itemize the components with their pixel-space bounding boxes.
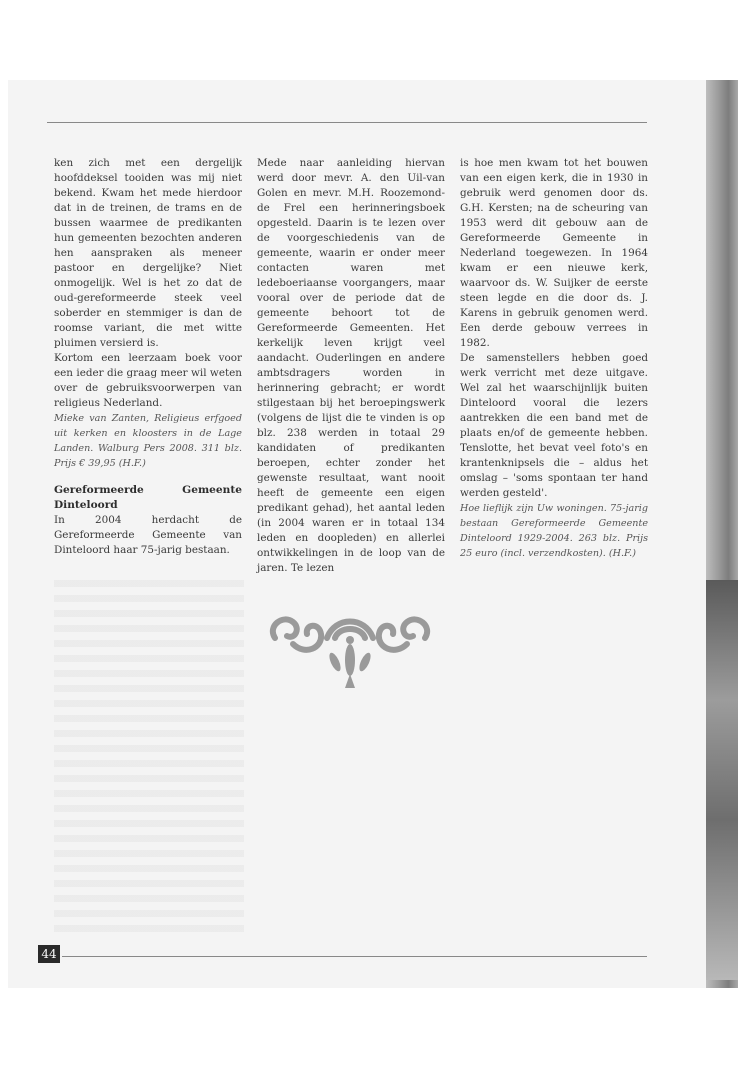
- column-3-paragraph-1: is hoe men kwam tot het bouwen van een eigen kerk, die in 1930 in gebruik werd genomen door ds. G.H. Kersten; na de scheuring van 1953 werd dit gebouw aan de Gereformeerde Gemeente in Nederland toegewezen. In 1964 kwam er een nieuwe kerk, waarvoor ds. W. Suijker de eerste steen legde en die door ds. J. Karens in gebruik genomen werd. Een derde gebouw verrees in 1982.: [460, 157, 648, 349]
- show-through-text: [54, 580, 244, 940]
- column-3: [460, 156, 648, 561]
- column-1-paragraph-2: Kortom een leerzaam boek voor een ieder die graag meer wil weten over de gebruiksvoorwerpen van religieus Nederland.: [54, 352, 242, 409]
- section-heading: Gereformeerde Gemeente Dinteloord: [54, 484, 242, 511]
- column-1-paragraph-3: In 2004 herdacht de Gereformeerde Gemeente van Dinteloord haar 75-jarig bestaan.: [54, 514, 242, 556]
- column-3-book-source: Hoe lieflijk zijn Uw woningen. 75-jarig bestaan Gereformeerde Gemeente Dinteloord 1929-2004. 263 blz. Prijs 25 euro (incl. verzendkosten). (H.F.): [460, 503, 648, 559]
- top-rule: [47, 122, 647, 123]
- column-3-paragraph-2: De samenstellers hebben goed werk verricht met deze uitgave. Wel zal het waarschijnlijk buiten Dinteloord vooral die lezers aantrekken die een band met de plaats en/of de gemeente hebben. Tenslotte, het bevat veel foto's en krantenknipsels die – aldus het omslag – 'soms spontaan ter hand werden gesteld'.: [460, 352, 648, 499]
- column-2-paragraph-1: Mede naar aanleiding hiervan werd door mevr. A. den Uil-van Golen en mevr. M.H. Roozemond-de Frel een herinneringsboek opgesteld. Daarin is te lezen over de voorgeschiedenis van de gemeente, waarin er onder meer contacten waren met ledeboeriaanse voorgangers, maar vooral over de periode dat de gemeente behoort tot de Gereformeerde Gemeenten. Het kerkelijk leven krijgt veel aandacht. Ouderlingen en andere ambtsdragers worden in herinnering gebracht; er wordt stilgestaan bij het beroepingswerk (volgens de lijst die te vinden is op blz. 238 werden in totaal 29 kandidaten of predikanten beroepen, echter zonder het gewenste resultaat, want nooit heeft de gemeente een eigen predikant gehad), het aantal leden (in 2004 waren er in totaal 134 leden en doopleden) en allerlei ontwikkelingen in de loop van de jaren. Te lezen: [257, 157, 445, 574]
- column-1-paragraph-1: ken zich met een dergelijk hoofddeksel tooiden was mij niet bekend. Kwam het mede hierdoor dat in de treinen, de trams en de bussen waarmee de predikanten hun gemeenten bezochten anderen hen aanspraken als meneer pastoor en dergelijke? Niet onmogelijk. Wel is het zo dat de oud-gereformeerde steek veel soberder en stemmiger is dan de roomse variant, die met witte pluimen versierd is.: [54, 157, 242, 349]
- adjacent-page-photo-edge: [706, 580, 738, 980]
- page-number: 44: [38, 945, 60, 963]
- floral-scroll-ornament-icon: [265, 608, 435, 690]
- bottom-rule: [62, 956, 647, 957]
- column-2: [257, 156, 445, 576]
- column-1-book-source: Mieke van Zanten, Religieus erfgoed uit kerken en kloosters in de Lage Landen. Walburg Pers 2008. 311 blz. Prijs € 39,95 (H.F.): [54, 413, 242, 469]
- column-1: [54, 156, 242, 558]
